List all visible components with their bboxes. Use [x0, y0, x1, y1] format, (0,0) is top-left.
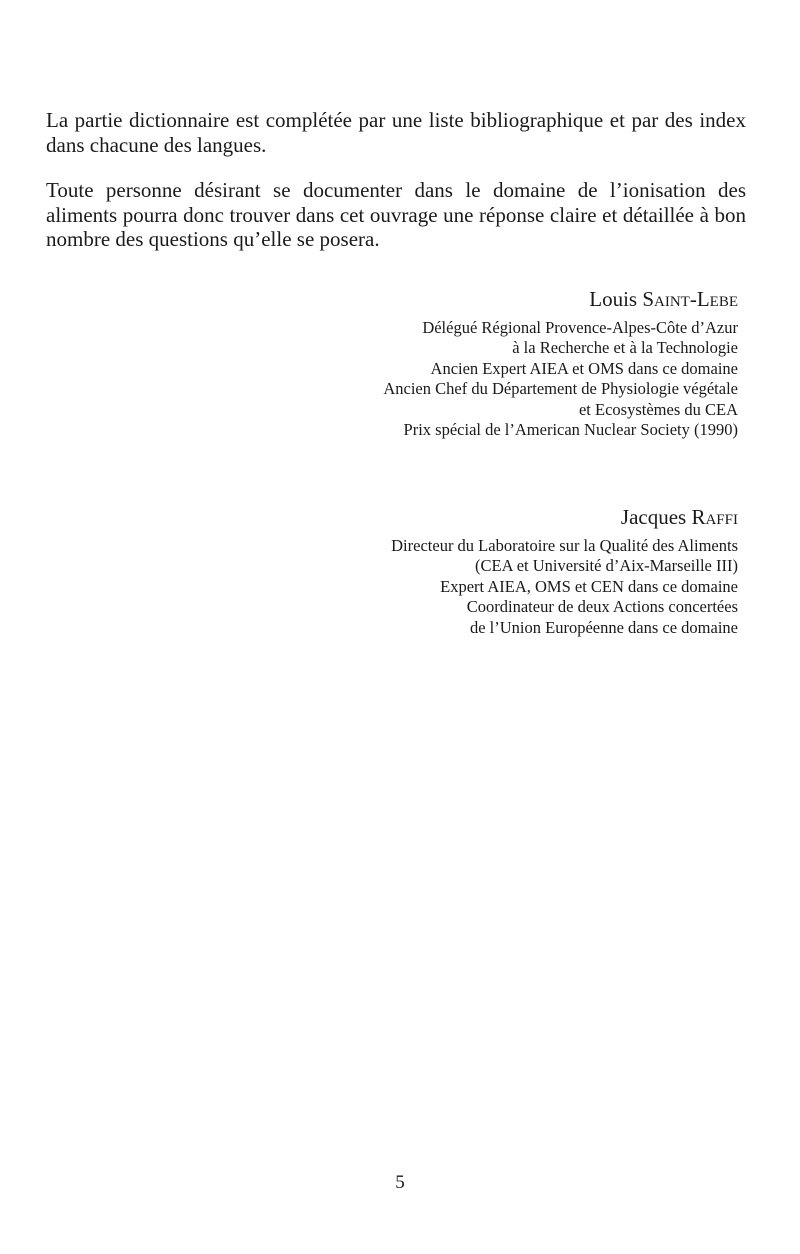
- signature-block-saint-lebe: [383, 286, 738, 440]
- body-paragraph: La partie dictionnaire est complétée par une liste bibliographique et par des index dans chacune des langues.: [46, 108, 746, 157]
- signatory-title-line: Coordinateur de deux Actions concertées: [466, 597, 738, 617]
- signatory-title-line: de l’Union Européenne dans ce domaine: [469, 617, 738, 637]
- signatory-title-line: et Ecosystèmes du CEA: [578, 399, 738, 419]
- signature-block-raffi: [391, 504, 738, 638]
- signatory-surname: Raffi: [691, 505, 738, 529]
- signatory-first-name: Louis: [589, 287, 638, 311]
- signatory-titles: [391, 536, 738, 638]
- signatory-name: [383, 286, 738, 312]
- signatory-title-line: Ancien Expert AIEA et OMS dans ce domaine: [430, 358, 738, 378]
- signatory-first-name: Jacques: [620, 505, 687, 529]
- signatory-titles: [383, 318, 738, 440]
- signatory-surname: Saint-Lebe: [642, 287, 738, 311]
- signatory-title-line: (CEA et Université d’Aix-Marseille III): [474, 556, 738, 576]
- signatory-title-line: Directeur du Laboratoire sur la Qualité des Aliments: [391, 536, 738, 555]
- page-number: 5: [395, 1172, 405, 1193]
- signatory-name: [391, 504, 738, 530]
- signatory-title-line: Délégué Régional Provence-Alpes-Côte d’Azur: [422, 318, 738, 337]
- signatory-title-line: Ancien Chef du Département de Physiologie végétale: [383, 379, 738, 399]
- body-paragraph: Toute personne désirant se documenter dans le domaine de l’ionisation des aliments pourra donc trouver dans cet ouvrage une réponse claire et détaillée à bon nombre des questions qu’elle se posera.: [46, 178, 746, 251]
- signatory-title-line: à la Recherche et à la Technologie: [512, 338, 738, 358]
- signatory-title-line: Expert AIEA, OMS et CEN dans ce domaine: [440, 576, 738, 596]
- signatory-title-line: Prix spécial de l’American Nuclear Society (1990): [403, 420, 738, 440]
